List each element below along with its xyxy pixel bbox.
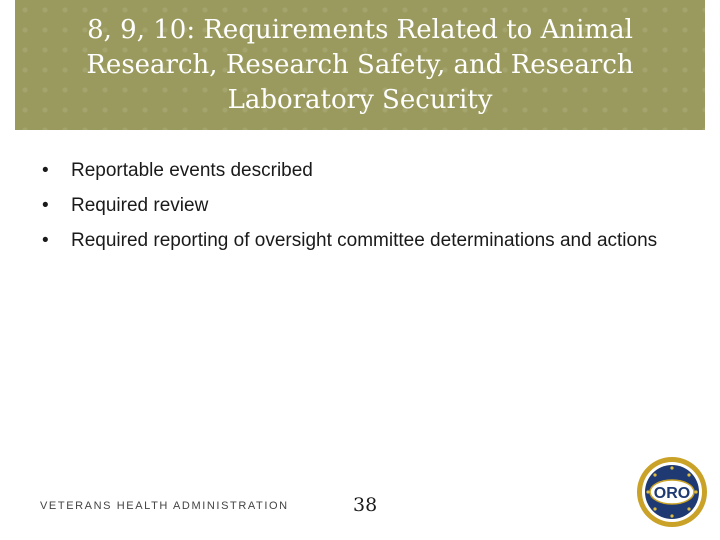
bullet-text: Reportable events described: [71, 160, 313, 181]
title-banner: [15, 0, 705, 130]
bullet-item: [40, 225, 680, 256]
oro-seal-icon: [636, 456, 708, 528]
bullet-marker: •: [42, 195, 49, 216]
slide-title: 8, 9, 10: Requirements Related to Animal Research, Research Safety, and Research Laboratory Security: [86, 14, 634, 115]
bullet-text: Required reporting of oversight committee determinations and actions: [71, 230, 658, 251]
footer-organization: VETERANS HEALTH ADMINISTRATION: [40, 500, 289, 512]
page-number: 38: [353, 494, 378, 516]
bullet-marker: •: [42, 230, 49, 251]
bullet-item: [40, 155, 680, 186]
seal-lettering: ORO: [653, 485, 691, 502]
bullet-item: [40, 190, 680, 221]
bullet-marker: •: [42, 160, 49, 181]
bullet-text: Required review: [71, 195, 209, 216]
bullet-list: [40, 155, 680, 260]
